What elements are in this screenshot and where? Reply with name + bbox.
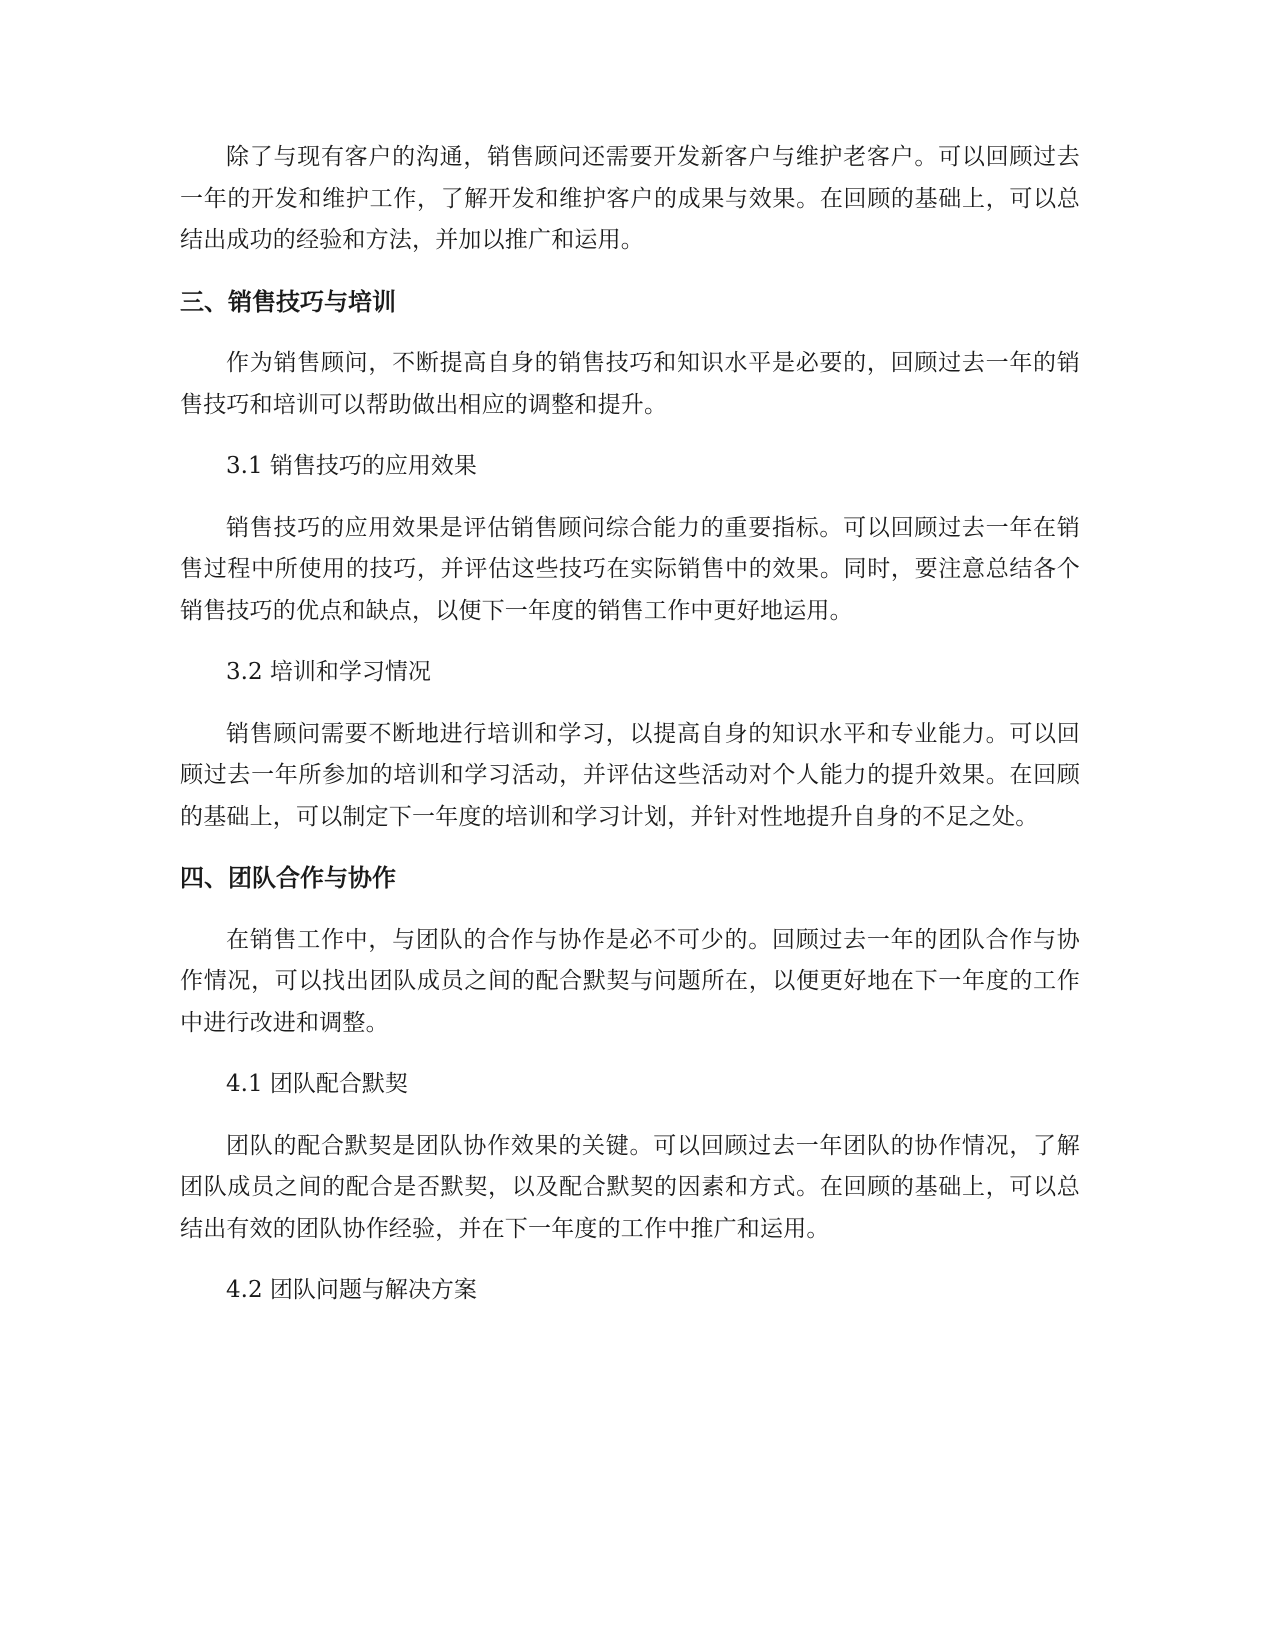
- subheading-3-2: 3.2 培训和学习情况: [226, 659, 431, 685]
- subheading-3-1: 3.1 销售技巧的应用效果: [226, 453, 477, 479]
- subheading-4-2: 4.2 团队问题与解决方案: [226, 1277, 477, 1303]
- paragraph-skill-effect: 销售技巧的应用效果是评估销售顾问综合能力的重要指标。可以回顾过去一年在销售过程中所使用的技巧，并评估这些技巧在实际销售中的效果。同时，要注意总结各个销售技巧的优点和缺点，以便下一年度的销售工作中更好地运用。: [180, 514, 1080, 624]
- paragraph-training: 销售顾问需要不断地进行培训和学习，以提高自身的知识水平和专业能力。可以回顾过去一年所参加的培训和学习活动，并评估这些活动对个人能力的提升效果。在回顾的基础上，可以制定下一年度的培训和学习计划，并针对性地提升自身的不足之处。: [180, 720, 1080, 830]
- section-heading-teamwork: 四、团队合作与协作: [180, 864, 396, 892]
- section-heading-sales-skills: 三、销售技巧与培训: [180, 287, 396, 316]
- paragraph-sales-skills-intro: 作为销售顾问，不断提高自身的销售技巧和知识水平是必要的，回顾过去一年的销售技巧和培训可以帮助做出相应的调整和提升。: [180, 350, 1080, 418]
- paragraph-teamwork-intro: 在销售工作中，与团队的合作与协作是必不可少的。回顾过去一年的团队合作与协作情况，可以找出团队成员之间的配合默契与问题所在，以便更好地在下一年度的工作中进行改进和调整。: [180, 926, 1080, 1036]
- paragraph-client-development: 除了与现有客户的沟通，销售顾问还需要开发新客户与维护老客户。可以回顾过去一年的开发和维护工作，了解开发和维护客户的成果与效果。在回顾的基础上，可以总结出成功的经验和方法，并加以推广和运用。: [180, 144, 1080, 253]
- paragraph-team-rapport: 团队的配合默契是团队协作效果的关键。可以回顾过去一年团队的协作情况，了解团队成员之间的配合是否默契，以及配合默契的因素和方式。在回顾的基础上，可以总结出有效的团队协作经验，并在下一年度的工作中推广和运用。: [180, 1132, 1080, 1242]
- document-page: [180, 137, 1080, 1312]
- subheading-4-1: 4.1 团队配合默契: [226, 1071, 408, 1097]
